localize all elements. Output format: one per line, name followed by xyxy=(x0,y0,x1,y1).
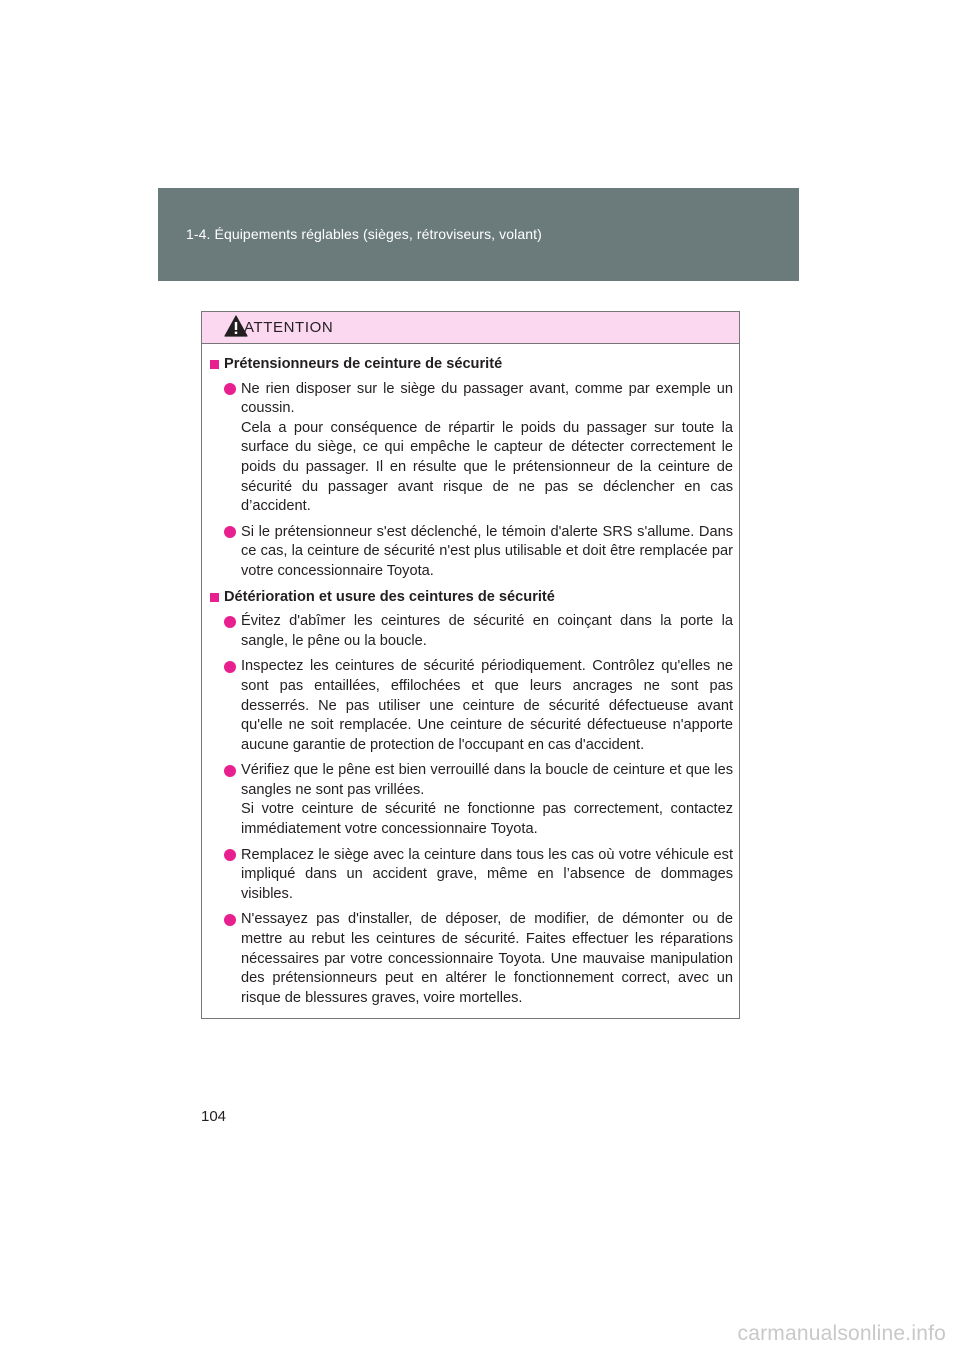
warning-body xyxy=(202,344,739,1008)
warning-header xyxy=(202,312,739,344)
list-item xyxy=(209,910,733,1008)
list-item xyxy=(209,523,733,582)
list-item xyxy=(209,380,733,517)
square-bullet-icon xyxy=(210,360,219,369)
section-header-band xyxy=(158,188,799,281)
list-item xyxy=(209,846,733,905)
circle-bullet-icon xyxy=(224,914,236,926)
item-paragraph: N'essayez pas d'installer, de déposer, de modifier, de démonter ou de mettre au rebut les ceintures de sécurité. Faites effectuer les réparations nécessaires par votre concessionnaire Toyota. Une mauvaise manipulation des prétensionneurs peut en altérer le fonctionnement correct, avec un risque de blessures graves, voire mortelles. xyxy=(241,911,733,1006)
section-heading-text: Détérioration et usure des ceintures de sécurité xyxy=(224,588,555,605)
circle-bullet-icon xyxy=(224,661,236,673)
item-paragraph: Ne rien disposer sur le siège du passager avant, comme par exemple un coussin. xyxy=(241,380,733,417)
circle-bullet-icon xyxy=(224,765,236,777)
warning-title: ATTENTION xyxy=(244,319,334,336)
item-paragraph: Inspectez les ceintures de sécurité périodiquement. Contrôlez qu'elles ne sont pas entaillées, effilochées et que leurs ancrages ne sont pas desserrés. Ne pas utiliser une ceinture de sécurité défectueuse avant qu'elle ne soit remplacée. Une ceinture de sécurité défectueuse n'apporte aucune garantie de protection de l'occupant en cas d'accident. xyxy=(241,658,733,753)
item-paragraph: Si le prétensionneur s'est déclenché, le témoin d'alerte SRS s'allume. Dans ce cas, la ceinture de sécurité n'est plus utilisable et doit être remplacée par votre concessionnaire Toyota. xyxy=(241,523,733,579)
section-heading-text: Prétensionneurs de ceinture de sécurité xyxy=(224,356,503,372)
item-paragraph: Vérifiez que le pêne est bien verrouillé dans la boucle de ceinture et que les sangles ne sont pas vrillées. xyxy=(241,762,733,798)
item-paragraph: Remplacez le siège avec la ceinture dans tous les cas où votre véhicule est impliqué dans un accident grave, même en l’absence de dommages visibles. xyxy=(241,846,733,902)
circle-bullet-icon xyxy=(224,616,236,628)
item-paragraph: Si votre ceinture de sécurité ne fonctionne pas correctement, contactez immédiatement votre concessionnaire Toyota. xyxy=(241,801,733,838)
item-paragraph: Cela a pour conséquence de répartir le poids du passager sur toute la surface du siège, ce qui empêche le capteur de détecter correctement le poids du passager. Il en résulte que le prétensionneur de la ceinture de sécurité du passager avant risque de ne pas se déclencher en cas d’accident. xyxy=(241,419,733,515)
list-item xyxy=(209,612,733,651)
page-number: 104 xyxy=(201,1108,227,1125)
square-bullet-icon xyxy=(210,593,219,602)
section-heading xyxy=(209,588,733,608)
circle-bullet-icon xyxy=(224,849,236,861)
item-paragraph: Évitez d'abîmer les ceintures de sécurité en coinçant dans la porte la sangle, le pêne ou la boucle. xyxy=(241,613,733,649)
circle-bullet-icon xyxy=(224,383,236,395)
list-item xyxy=(209,657,733,755)
circle-bullet-icon xyxy=(224,526,236,538)
list-item xyxy=(209,761,733,839)
section-title: 1-4. Équipements réglables (sièges, rétroviseurs, volant) xyxy=(186,226,542,242)
section-heading xyxy=(209,355,733,375)
watermark: carmanualsonline.info xyxy=(737,1322,946,1345)
warning-box xyxy=(201,311,740,1019)
